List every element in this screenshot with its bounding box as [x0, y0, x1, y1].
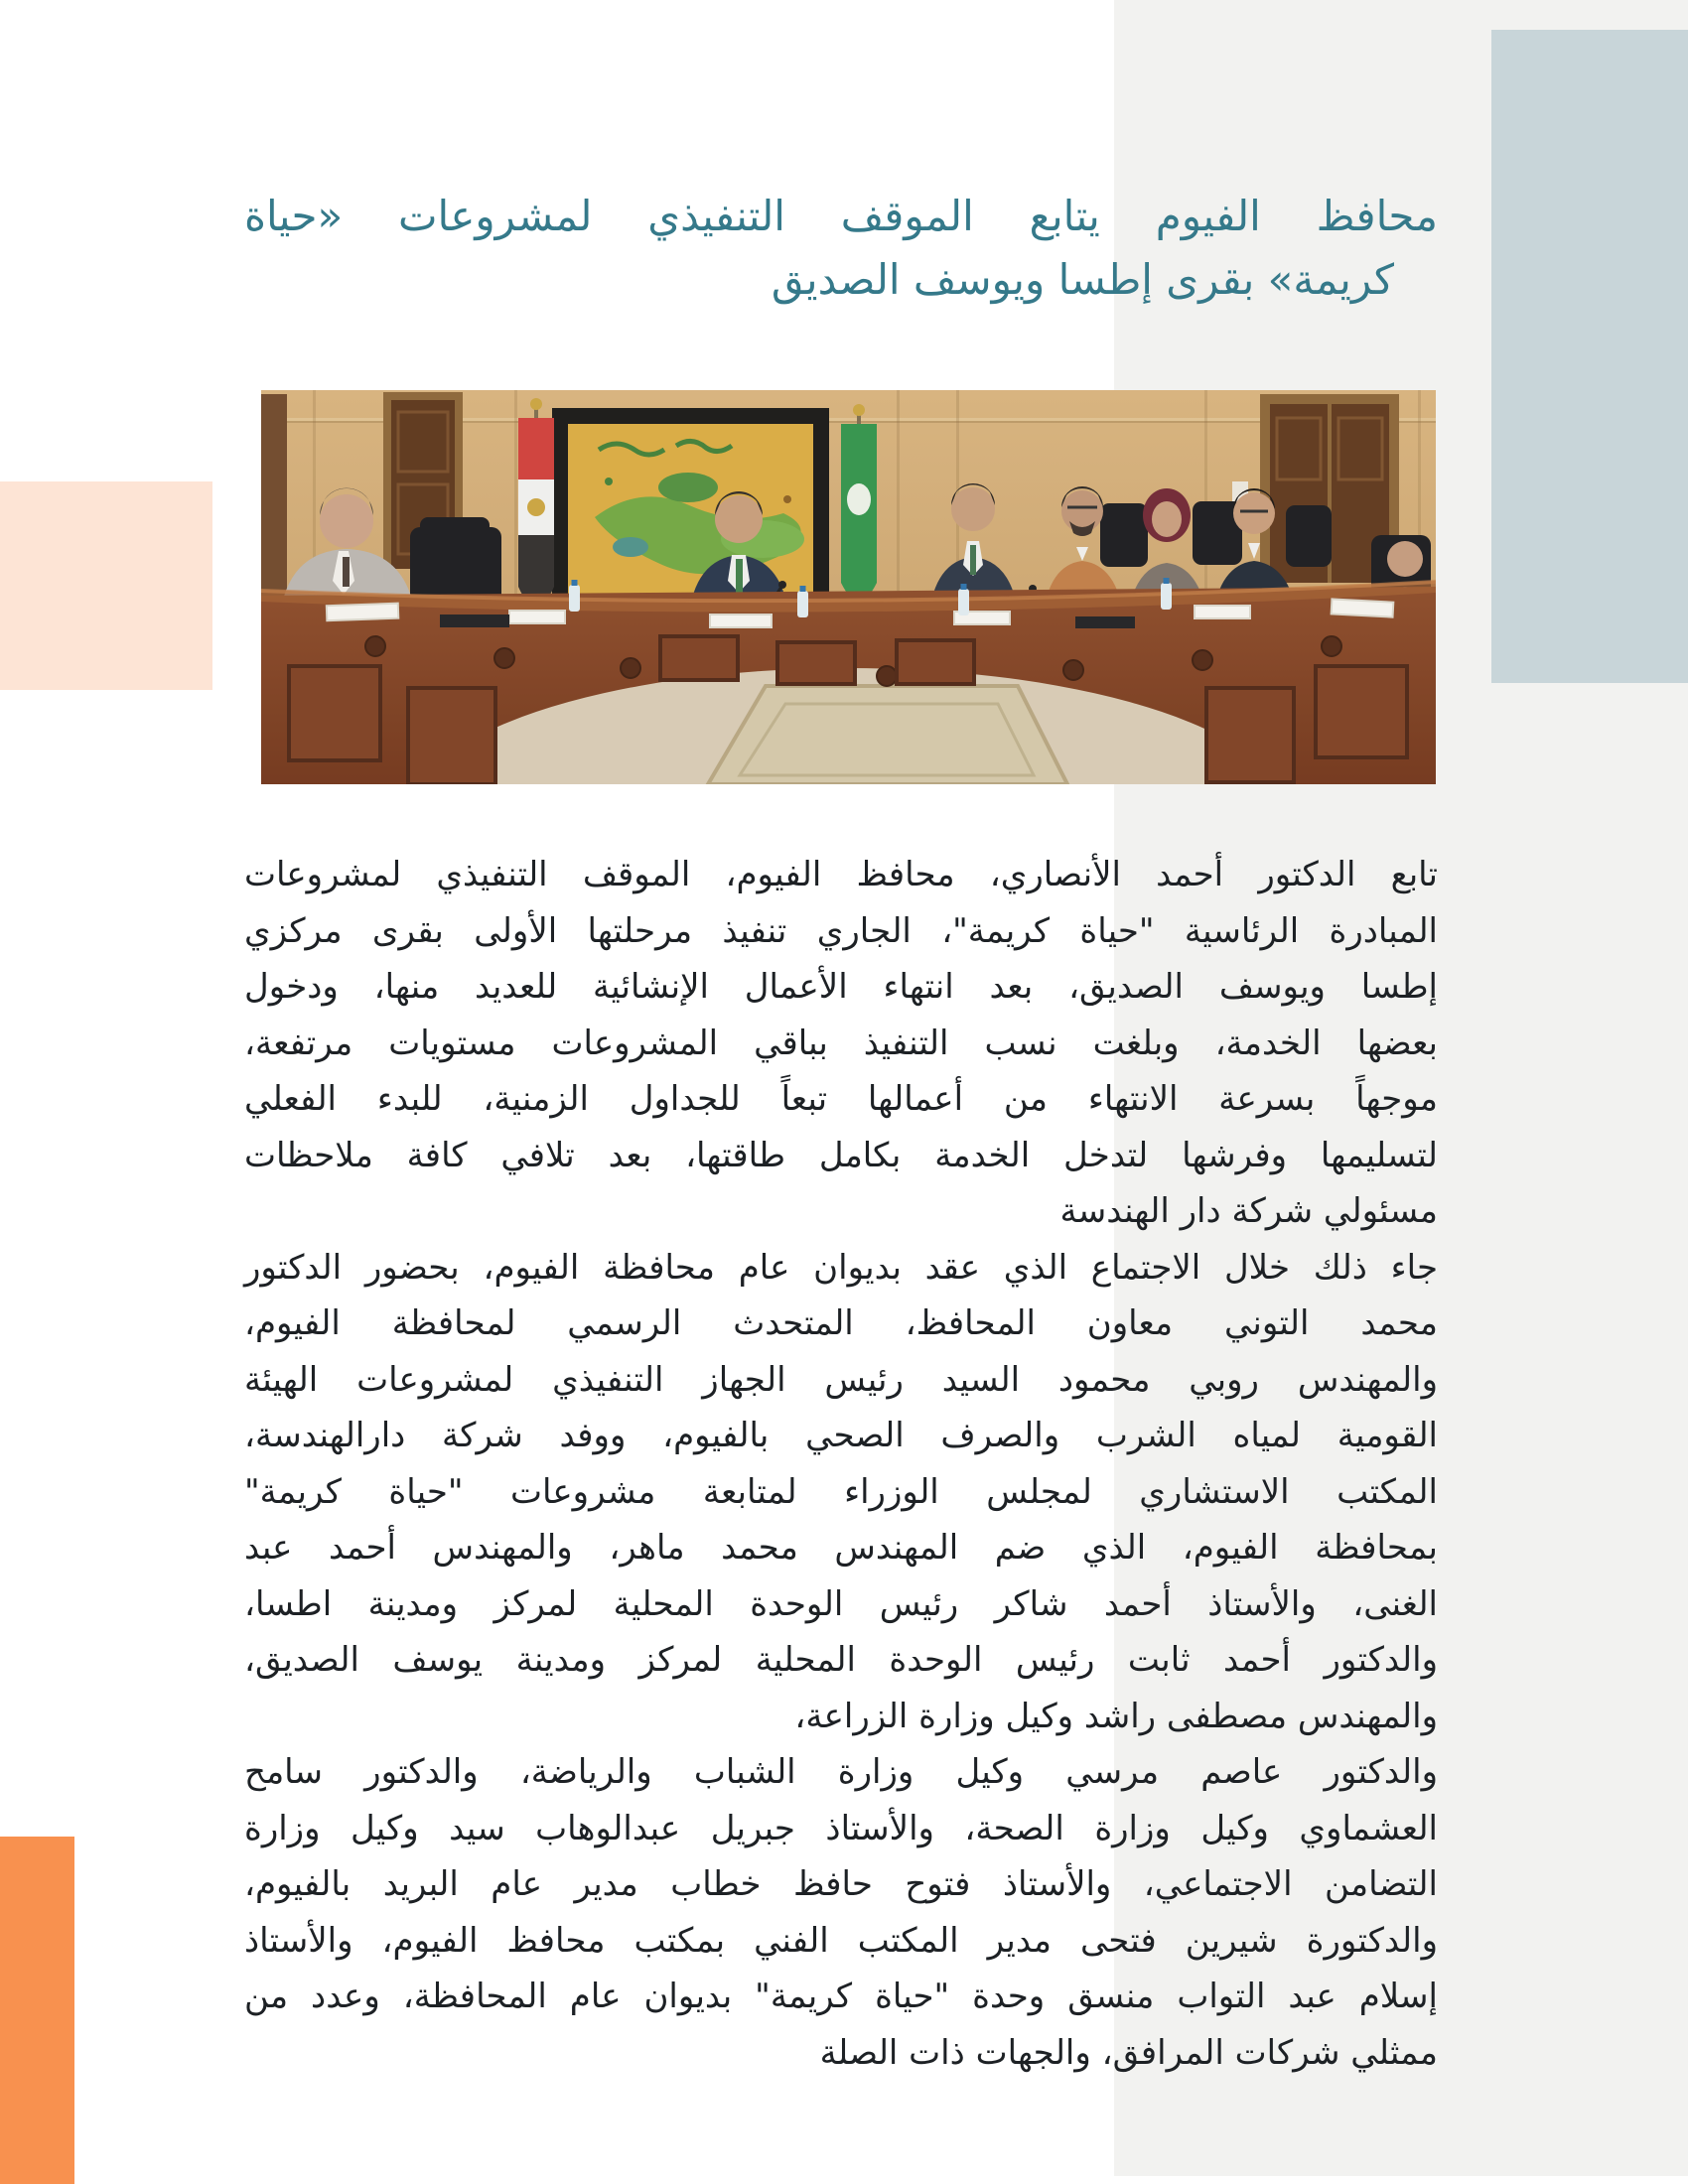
meeting-photo: [261, 390, 1436, 784]
body-line: والمهندس روبي محمود السيد رئيس الجهاز التنفيذي لمشروعات الهيئة: [244, 1359, 1438, 1400]
orange-accent-block: [0, 1837, 74, 2184]
body-line: المكتب الاستشاري لمجلس الوزراء لمتابعة مشروعات "حياة كريمة": [244, 1471, 1438, 1512]
body-line: الغنى، والأستاذ أحمد شاكر رئيس الوحدة المحلية لمركز ومدينة اطسا،: [244, 1583, 1438, 1624]
article-body: [244, 847, 1438, 2081]
body-line: العشماوي وكيل وزارة الصحة، والأستاذ جبريل عبدالوهاب سيد وكيل وزارة: [244, 1808, 1438, 1848]
body-line: القومية لمياه الشرب والصرف الصحي بالفيوم، ووفد شركة دارالهندسة،: [244, 1416, 1438, 1455]
body-line: إطسا ويوسف الصديق، بعد انتهاء الأعمال الإنشائية للعديد منها، ودخول: [244, 967, 1438, 1007]
body-line: محمد التوني معاون المحافظ، المتحدث الرسمي لمحافظة الفيوم،: [244, 1303, 1438, 1343]
body-line: موجهاً بسرعة الانتهاء من أعمالها تبعاً للجداول الزمنية، للبدء الفعلي: [244, 1079, 1438, 1119]
body-line: بعضها الخدمة، وبلغت نسب التنفيذ بباقي المشروعات مستويات مرتفعة،: [244, 1023, 1438, 1063]
body-line: والمهندس مصطفى راشد وكيل وزارة الزراعة،: [794, 1696, 1438, 1736]
article-title-line1: محافظ الفيوم يتابع الموقف التنفيذي لمشروعات «حياة: [244, 192, 1438, 240]
blue-accent-block: [1491, 30, 1688, 683]
body-line: والدكتور أحمد ثابت رئيس الوحدة المحلية لمركز ومدينة يوسف الصديق،: [244, 1640, 1438, 1680]
body-line: والدكتورة شيرين فتحى مدير المكتب الفني بمكتب محافظ الفيوم، والأستاذ: [244, 1920, 1438, 1961]
body-line: جاء ذلك خلال الاجتماع الذي عقد بديوان عام محافظة الفيوم، بحضور الدكتور: [244, 1247, 1438, 1288]
body-line: تابع الدكتور أحمد الأنصاري، محافظ الفيوم، الموقف التنفيذي لمشروعات: [244, 855, 1438, 894]
article-title-line2: كريمة» بقرى إطسا ويوسف الصديق: [771, 255, 1394, 304]
article-title: [244, 185, 1438, 312]
body-line: بمحافظة الفيوم، الذي ضم المهندس محمد ماهر، والمهندس أحمد عبد: [244, 1528, 1438, 1568]
body-line: مسئولي شركة دار الهندسة: [1059, 1191, 1438, 1231]
body-line: التضامن الاجتماعي، والأستاذ فتوح حافظ خطاب مدير عام البريد بالفيوم،: [244, 1864, 1438, 1904]
photo-wash: [261, 390, 1436, 784]
peach-accent-block: [0, 481, 212, 690]
body-line: والدكتور عاصم مرسي وكيل وزارة الشباب والرياضة، والدكتور سامح: [244, 1752, 1438, 1792]
body-line: إسلام عبد التواب منسق وحدة "حياة كريمة" بديوان عام المحافظة، وعدد من: [244, 1977, 1438, 2016]
body-line: ممثلي شركات المرافق، والجهات ذات الصلة: [819, 2032, 1438, 2073]
body-line: لتسليمها وفرشها لتدخل الخدمة بكامل طاقتها، بعد تلافي كافة ملاحظات: [244, 1135, 1438, 1175]
body-line: المبادرة الرئاسية "حياة كريمة"، الجاري تنفيذ مرحلتها الأولى بقرى مركزي: [244, 910, 1438, 951]
